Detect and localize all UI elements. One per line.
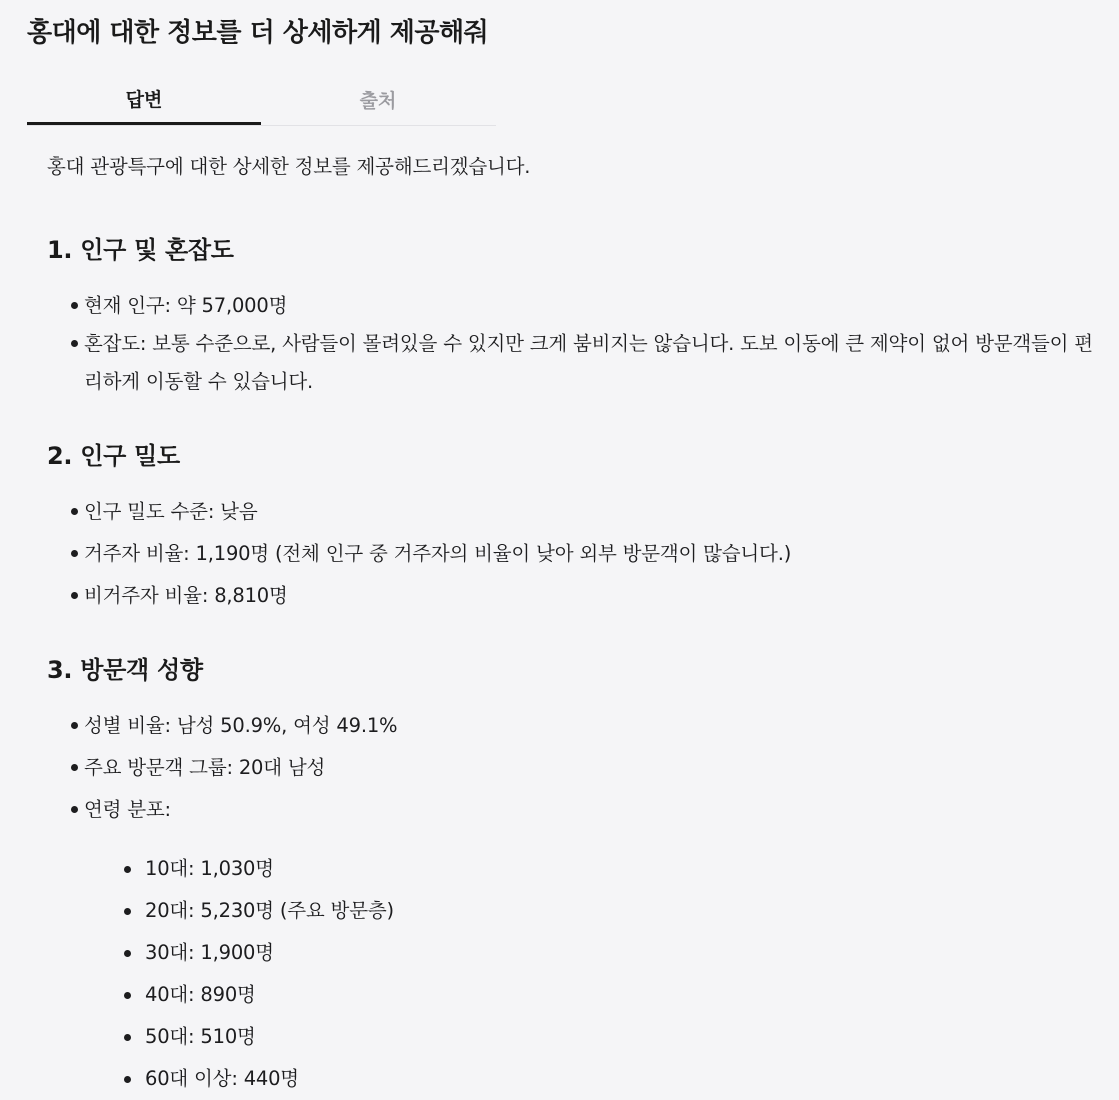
list-item: 10대: 1,030명 bbox=[47, 848, 1107, 890]
list-item: 연령 분포: bbox=[47, 791, 1107, 828]
list-item: 주요 방문객 그룹: 20대 남성 bbox=[47, 749, 1107, 786]
list-item: 40대: 890명 bbox=[47, 974, 1107, 1016]
tab-sources[interactable]: 출처 bbox=[359, 89, 397, 112]
section-heading-visitors: 3. 방문객 성향 bbox=[47, 656, 203, 684]
tab-answer[interactable]: 답변 bbox=[27, 75, 261, 125]
answer-tabs bbox=[27, 75, 496, 126]
intro-text: 홍대 관광특구에 대한 상세한 정보를 제공해드리겠습니다. bbox=[47, 155, 531, 178]
user-question-title: 홍대에 대한 정보를 더 상세하게 제공해줘 bbox=[27, 18, 489, 48]
section-list-visitors bbox=[47, 707, 1107, 828]
list-item: 30대: 1,900명 bbox=[47, 932, 1107, 974]
list-item: 거주자 비율: 1,190명 (전체 인구 중 거주자의 비율이 낮아 외부 방문객이 많습니다.) bbox=[47, 535, 1107, 572]
list-item: 비거주자 비율: 8,810명 bbox=[47, 577, 1107, 614]
section-list-density bbox=[47, 493, 1107, 614]
age-distribution-list bbox=[0, 848, 1107, 1100]
list-item: 성별 비율: 남성 50.9%, 여성 49.1% bbox=[47, 707, 1107, 744]
list-item: 50대: 510명 bbox=[47, 1016, 1107, 1058]
list-item: 혼잡도: 보통 수준으로, 사람들이 몰려있을 수 있지만 크게 붐비지는 않습니다. 도보 이동에 큰 제약이 없어 방문객들이 편리하게 이동할 수 있습니다. bbox=[47, 325, 1107, 401]
list-item: 20대: 5,230명 (주요 방문층) bbox=[47, 890, 1107, 932]
list-item: 60대 이상: 440명 bbox=[47, 1058, 1107, 1100]
list-item: 현재 인구: 약 57,000명 bbox=[47, 287, 1107, 324]
answer-content bbox=[47, 150, 1107, 1100]
section-heading-density: 2. 인구 밀도 bbox=[47, 442, 180, 470]
list-item: 인구 밀도 수준: 낮음 bbox=[47, 493, 1107, 530]
section-list-population bbox=[47, 287, 1107, 401]
section-heading-population: 1. 인구 및 혼잡도 bbox=[47, 236, 234, 264]
